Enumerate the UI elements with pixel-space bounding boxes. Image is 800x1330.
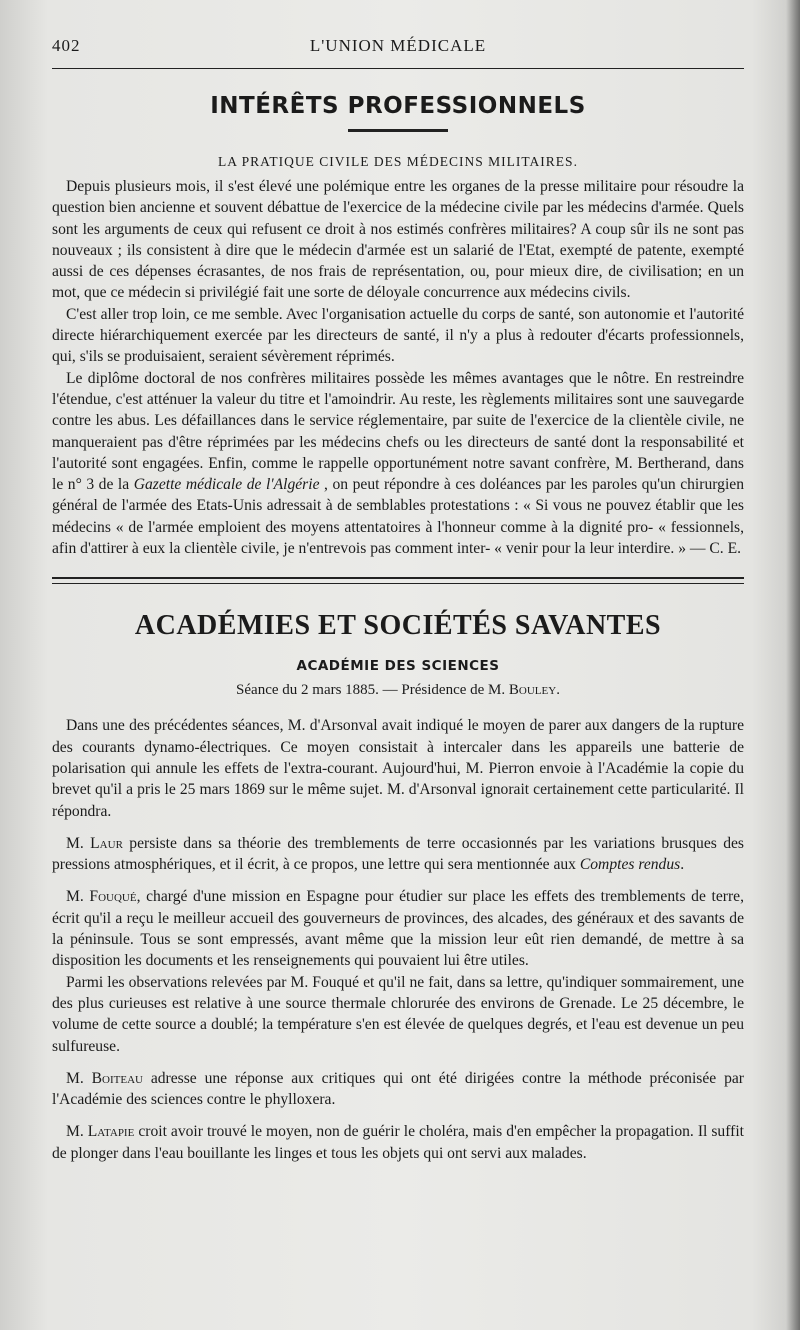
citation: Comptes rendus <box>579 856 681 874</box>
text-run: persiste dans sa théorie des tremblements de terre occasionnés par les variations brusques des pressions atmosphériques, et il écrit, à ce propos, une lettre qui sera mentionnée aux <box>52 834 744 874</box>
page-number: 402 <box>52 36 81 55</box>
spacer <box>52 1110 744 1121</box>
paragraph <box>52 886 744 971</box>
text-run: Le diplôme doctoral de nos confrères militaires possède les mêmes avantages que le nôtre. En restreindre l'étendue, c'est atténuer la valeur du titre et l'amoindrir. Au reste, les règlements militaires sont une sauvegarde contre les abus. Les défaillances dans le service réglementaire, par suite de l'exercice de la clientèle civile, ne manqueraient pas d'être réprimées par les médecins chefs ou les directeurs de santé dont la responsabilité et l'autorité sont engagées. Enfin, comme le rappelle opportunément notre savant confrère, M. Bertherand, dans le n° 3 de la <box>52 369 744 494</box>
paragraph: Parmi les observations relevées par M. Fouqué et qu'il ne fait, dans sa lettre, qu'indiquer sommairement, une des plus curieuses est relative à une source thermale chlorurée des environs de Grenade. Le 25 décembre, le volume de cette source a doublé; la température s'en est élevée de quelques degrés, et l'eau est devenue un peu sulfureuse. <box>52 973 744 1055</box>
spacer <box>52 822 744 833</box>
text-run: M. <box>66 1123 88 1141</box>
text-run: croit avoir trouvé le moyen, non de guérir le choléra, mais d'en empêcher la propagation. Il suffit de plonger dans l'eau bouillante les linges et tous les objets qui ont servi aux malades. <box>52 1123 744 1162</box>
text-run: adresse une réponse aux critiques qui ont été dirigées contre la méthode préconisée par l'Académie des sciences contre le phylloxera. <box>52 1069 744 1109</box>
section-title-interets: INTÉRÊTS PROFESSIONNELS <box>210 93 586 119</box>
spacer <box>52 875 744 886</box>
section-title-academies: ACADÉMIES ET SOCIÉTÉS SAVANTES <box>134 610 662 642</box>
author-name: Boiteau <box>91 1069 143 1087</box>
spacer <box>52 1057 744 1068</box>
text-run: M. <box>66 1069 92 1087</box>
author-name: Laur <box>90 834 123 852</box>
seance-date: Séance du 2 mars 1885. — Présidence de M. <box>236 682 509 699</box>
text-run: M. <box>66 834 91 852</box>
journal-citation: Gazette médicale de l'Algérie <box>133 476 320 494</box>
seance-punct: . <box>556 682 560 699</box>
author-name: Latapie <box>87 1123 135 1141</box>
subsection-title: ACADÉMIE DES SCIENCES <box>296 658 500 675</box>
article-title: LA PRATIQUE CIVILE DES MÉDECINS MILITAIRES. <box>218 154 578 169</box>
text-run: , chargé d'une mission en Espagne pour étudier sur place les effets des tremblements de terre, écrit qu'il a reçu le meilleur accueil des gouverneurs de provinces, des alcades, des généraux et des savants de la péninsule. Tous se sont empressés, avant même que la mission leur eût rien demandé, de mettre à sa disposition les documents et les renseignements qui pouvaient lui être utiles. <box>52 888 745 970</box>
section-divider <box>52 577 744 584</box>
paragraph <box>52 1068 744 1111</box>
author-name: Fouqué <box>89 888 137 906</box>
paragraph: Dans une des précédentes séances, M. d'Arsonval avait indiqué le moyen de parer aux dangers de la rupture des courants dynamo-électriques. Ce moyen consistait à intercaler dans les appareils une batterie de polarisation qui annule les effets de l'extra-courant. Aujourd'hui, M. Pierron envoie à l'Académie la copie du brevet qu'il a pris le 25 mars 1869 sur le même sujet. M. d'Arsonval ignorait certainement cette particularité. Il répondra. <box>52 717 744 820</box>
paragraph <box>52 1121 744 1164</box>
text-run: M. <box>66 888 90 906</box>
running-head <box>52 0 744 60</box>
title-rule <box>348 129 448 132</box>
journal-title: L'UNION MÉDICALE <box>309 36 487 55</box>
text-run: , on peut répondre à ces doléances par les paroles qu'un chirurgien général de l'armée des Etats-Unis adressait à de semblables protestations : « Si vous ne pouvez établir que les médecins « de l'armée emploient des moyens attentatoires à l'honneur comme à la dignité pro- « fessionnels, afin d'attirer à eux la clientèle civile, je n'entrevois pas comment inter- « venir pour la leur interdire. » — C. E. <box>52 476 744 558</box>
text-run: . <box>680 856 685 874</box>
paragraph: C'est aller trop loin, ce me semble. Avec l'organisation actuelle du corps de santé, son autonomie et l'autorité directe hiérarchiquement exercée par les directeurs de santé, il n'y a plus à redouter d'écarts professionnels, qui, s'ils se produisaient, seraient sévèrement réprimés. <box>52 305 744 366</box>
header-rule <box>52 68 744 69</box>
seance-line <box>52 682 744 699</box>
paragraph <box>52 833 744 876</box>
paragraph: Depuis plusieurs mois, il s'est élevé une polémique entre les organes de la presse militaire pour résoudre la question bien ancienne et souvent débattue de l'exercice de la médecine civile par les médecins d'armée. Quels sont les arguments de ceux qui refusent ce droit à nos estimés confrères militaires? A coup sûr ils ne sont pas nouveaux ; ils consistent à dire que le médecin d'armée est un salarié de l'Etat, exempté de patente, exempté aussi de ces dépenses écrasantes, de nos frais de représentation, ou, pour mieux dire, de civilisation; en un mot, que ce médecin si privilégié fait une sorte de déloyale concurrence aux médecins civils. <box>52 178 744 302</box>
paragraph <box>52 368 744 560</box>
president-name: Bouley <box>508 682 557 699</box>
